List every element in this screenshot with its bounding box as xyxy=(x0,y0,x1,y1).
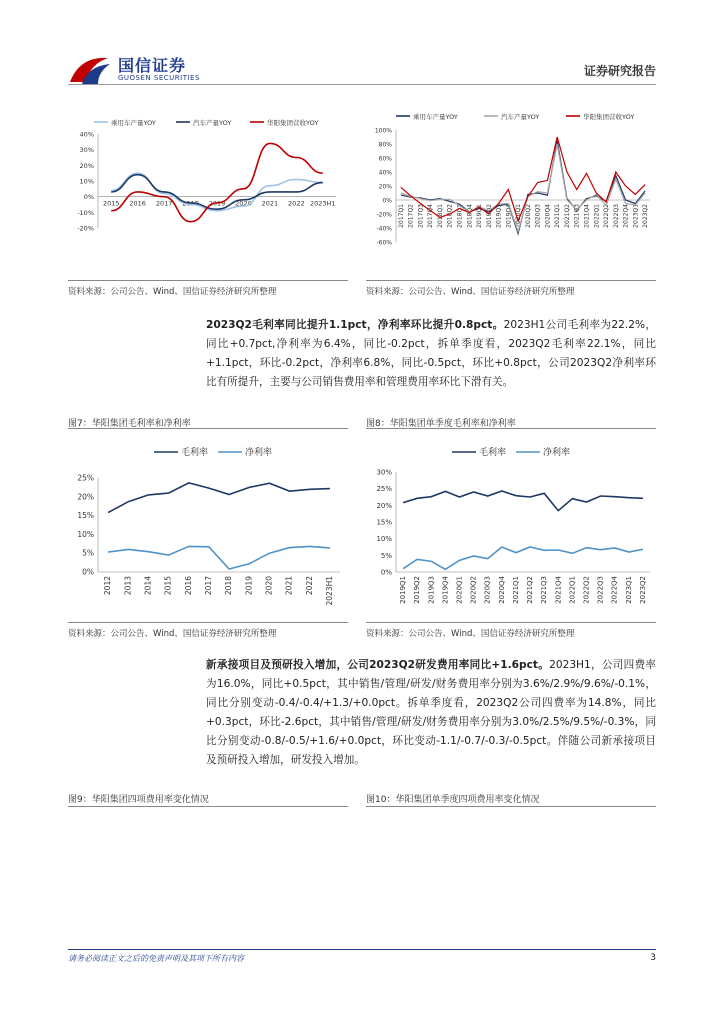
x-tick-label: 2020Q4 xyxy=(497,576,506,604)
paragraph-expenses xyxy=(206,656,656,770)
x-tick-label: 2018 xyxy=(182,199,199,208)
y-tick-label: 15% xyxy=(77,511,94,521)
y-tick-label: -20% xyxy=(376,211,392,219)
x-tick-label: 2022Q4 xyxy=(622,204,630,228)
x-tick-label: 2022Q2 xyxy=(582,576,591,604)
x-tick-label: 2015 xyxy=(163,576,173,596)
source-divider-1 xyxy=(68,280,348,281)
x-tick-label: 2019Q4 xyxy=(505,204,513,228)
x-tick-label: 2021Q2 xyxy=(526,576,535,604)
x-tick-label: 2021 xyxy=(284,576,294,596)
y-tick-label: 10% xyxy=(77,529,94,539)
fig9-title-divider xyxy=(68,806,348,807)
footer-disclaimer: 请务必阅读正文之后的免责声明及其项下所有内容 xyxy=(68,954,244,963)
x-tick-label: 2018 xyxy=(224,576,234,596)
x-tick-label: 2018Q2 xyxy=(446,204,454,228)
x-tick-label: 2022 xyxy=(304,576,314,596)
footer-divider xyxy=(68,949,656,950)
y-tick-label: 5% xyxy=(82,548,94,558)
x-tick-label: 2020 xyxy=(264,576,274,596)
x-tick-label: 2022 xyxy=(288,199,305,208)
x-tick-label: 2017Q3 xyxy=(417,204,425,228)
x-tick-label: 2018Q4 xyxy=(466,204,474,228)
y-tick-label: -10% xyxy=(77,208,94,217)
paragraph-margin-lead: 2023Q2毛利率同比提升1.1pct，净利率环比提升0.8pct。 xyxy=(206,319,504,331)
x-tick-label: 2017 xyxy=(203,576,213,596)
chart2-source: 资料来源：公司公告、Wind、国信证券经济研究所整理 xyxy=(366,287,575,297)
legend-label: 毛利率 xyxy=(479,448,507,458)
x-tick-label: 2017Q4 xyxy=(427,204,435,228)
x-tick-label: 2023Q1 xyxy=(632,204,640,228)
x-tick-label: 2021Q4 xyxy=(583,204,591,228)
x-tick-label: 2014 xyxy=(143,576,153,596)
x-tick-label: 2012 xyxy=(103,576,113,596)
fig9-title: 图9：华阳集团四项费用率变化情况 xyxy=(68,795,209,805)
x-tick-label: 2020Q3 xyxy=(534,204,542,228)
x-tick-label: 2021Q1 xyxy=(554,204,562,228)
x-tick-label: 2016 xyxy=(183,576,193,596)
series-line-1 xyxy=(403,491,643,511)
x-tick-label: 2015 xyxy=(102,199,120,208)
source-divider-2 xyxy=(366,280,656,281)
x-tick-label: 2021Q4 xyxy=(554,576,563,604)
x-tick-label: 2022Q1 xyxy=(568,576,577,604)
x-tick-label: 2023Q2 xyxy=(642,204,650,228)
legend-label: 汽车产量YOY xyxy=(501,113,540,121)
fig10-title: 图10：华阳集团单季度四项费用率变化情况 xyxy=(366,795,540,805)
x-tick-label: 2022Q3 xyxy=(612,203,620,228)
x-tick-label: 2019Q1 xyxy=(476,204,484,228)
legend-label: 毛利率 xyxy=(181,448,209,458)
chart-quarterly-production-revenue-yoy xyxy=(366,108,656,278)
chart-annual-gross-net-margin xyxy=(68,440,348,620)
y-tick-label: 10% xyxy=(376,535,392,544)
page-number: 3 xyxy=(650,953,656,963)
x-tick-label: 2022Q2 xyxy=(603,203,611,228)
x-tick-label: 2017 xyxy=(155,199,173,208)
x-tick-label: 2018Q3 xyxy=(456,204,464,228)
x-tick-label: 2019 xyxy=(244,576,254,596)
source-divider-4 xyxy=(366,622,656,623)
x-tick-label: 2019Q2 xyxy=(485,204,493,228)
x-tick-label: 2020Q1 xyxy=(515,204,523,228)
y-tick-label: 20% xyxy=(79,161,94,170)
y-tick-label: 10% xyxy=(79,177,94,186)
x-tick-label: 2021Q1 xyxy=(511,576,520,604)
x-tick-label: 2023Q2 xyxy=(638,576,647,604)
y-tick-label: 80% xyxy=(378,141,392,149)
paragraph-expenses-body: 2023H1，公司四费率为16.0%，同比+0.5pct，其中销售/管理/研发/财务费用率分别为3.6%/2.9%/9.6%/-0.1%，同比分别变动-0.4/-0.4/+1.3/+0.0pct。拆单季度看，2023Q2公司四费率为14.8%，同比+0.3pct，环比-2.6pct，其中销售/管理/研发/财务费用率分别为3.0%/2.5%/9.5%/-0.3%，同比分别变动-0.8/-0.5/+1.6/+0.0pct，环比变动-1.1/-0.7/-0.3/-0.5pct。伴随公司新承接项目及预研投入增加，研发投入增加。 xyxy=(206,659,657,766)
y-tick-label: 15% xyxy=(376,518,392,527)
x-tick-label: 2021Q2 xyxy=(563,204,571,228)
x-tick-label: 2022Q3 xyxy=(596,576,605,604)
y-tick-label: 100% xyxy=(374,127,392,135)
series-line-1 xyxy=(108,483,330,513)
paragraph-expenses-lead: 新承接项目及预研投入增加，公司2023Q2研发费用率同比+1.6pct。 xyxy=(206,659,550,671)
legend-label: 华阳集团营收YOY xyxy=(267,119,319,127)
x-tick-label: 2019Q1 xyxy=(399,576,408,604)
x-tick-label: 2013 xyxy=(123,576,133,596)
x-tick-label: 2021Q3 xyxy=(573,204,581,228)
x-tick-label: 2022Q4 xyxy=(610,576,619,604)
legend-label: 乘用车产量YOY xyxy=(413,113,458,121)
x-tick-label: 2019Q3 xyxy=(495,204,503,228)
paragraph-margin xyxy=(206,316,656,392)
y-tick-label: 20% xyxy=(378,183,392,191)
fig7-title: 图7：华阳集团毛利率和净利率 xyxy=(68,419,191,429)
logo-chinese-name: 国信证券 xyxy=(118,56,187,75)
y-tick-label: 0% xyxy=(380,568,392,577)
x-tick-label: 2019Q3 xyxy=(427,576,436,604)
fig8-title: 图8：华阳集团单季度毛利率和净利率 xyxy=(366,419,516,429)
y-tick-label: 25% xyxy=(376,485,392,494)
chart3-source: 资料来源：公司公告、Wind、国信证券经济研究所整理 xyxy=(68,629,277,639)
chart-quarterly-gross-net-margin xyxy=(366,440,656,620)
x-tick-label: 2021 xyxy=(261,199,279,208)
x-tick-label: 2017Q1 xyxy=(397,204,405,228)
fig10-title-divider xyxy=(366,806,656,807)
chart1-source: 资料来源：公司公告、Wind、国信证券经济研究所整理 xyxy=(68,287,277,297)
y-tick-label: 25% xyxy=(77,473,94,483)
y-tick-label: -40% xyxy=(376,225,392,233)
y-tick-label: 20% xyxy=(77,492,94,502)
y-tick-label: -60% xyxy=(376,239,392,247)
y-tick-label: 20% xyxy=(376,501,392,510)
header-divider xyxy=(68,84,656,85)
x-tick-label: 2020Q3 xyxy=(483,576,492,604)
y-tick-label: 0% xyxy=(382,197,392,205)
legend-label: 乘用车产量YOY xyxy=(111,119,156,127)
x-tick-label: 2017Q2 xyxy=(407,204,415,228)
x-tick-label: 2020Q2 xyxy=(524,204,532,228)
report-type-label: 证券研究报告 xyxy=(583,64,656,78)
x-tick-label: 2019Q2 xyxy=(413,576,422,604)
x-tick-label: 2022Q1 xyxy=(593,204,601,228)
x-tick-label: 2023H1 xyxy=(324,576,334,606)
legend-label: 净利率 xyxy=(543,448,571,458)
chart-auto-production-revenue-yoy xyxy=(68,108,348,278)
y-tick-label: 0% xyxy=(82,567,94,577)
x-tick-label: 2019 xyxy=(208,199,226,208)
y-tick-label: 30% xyxy=(376,468,392,477)
x-tick-label: 2020Q4 xyxy=(544,204,552,228)
chart4-source: 资料来源：公司公告、Wind、国信证券经济研究所整理 xyxy=(366,629,575,639)
x-tick-label: 2020Q1 xyxy=(455,576,464,604)
y-tick-label: 60% xyxy=(378,155,392,163)
x-tick-label: 2019Q4 xyxy=(441,576,450,604)
guosen-logo-icon xyxy=(68,52,112,86)
x-tick-label: 2023Q1 xyxy=(624,576,633,604)
legend-label: 汽车产量YOY xyxy=(193,119,232,127)
series-line-2 xyxy=(108,546,330,569)
y-tick-label: -20% xyxy=(77,224,94,233)
x-tick-label: 2023H1 xyxy=(309,199,336,208)
legend-label: 净利率 xyxy=(245,448,273,458)
y-tick-label: 40% xyxy=(79,130,94,139)
x-tick-label: 2018Q1 xyxy=(436,204,444,228)
x-tick-label: 2020Q2 xyxy=(469,576,478,604)
y-tick-label: 30% xyxy=(79,146,94,155)
logo-english-name: GUOSEN SECURITIES xyxy=(118,74,200,82)
y-tick-label: 0% xyxy=(83,193,94,202)
y-tick-label: 5% xyxy=(380,551,392,560)
series-line-2 xyxy=(403,547,643,569)
x-tick-label: 2020 xyxy=(235,199,252,208)
source-divider-3 xyxy=(68,622,348,623)
legend-label: 华阳集团营收YOY xyxy=(583,113,635,121)
y-tick-label: 40% xyxy=(378,169,392,177)
paragraph-margin-body: 2023H1公司毛利率为22.2%，同比+0.7pct,净利率为6.4%，同比-0.2pct，拆单季度看，2023Q2毛利率22.1%，同比+1.1pct，环比-0.2pct，净利率6.8%，同比-0.5pct，环比+0.8pct，公司2023Q2净利率环比有所提升，主要与公司销售费用率和管理费用率环比下滑有关。 xyxy=(206,319,656,388)
x-tick-label: 2021Q3 xyxy=(540,576,549,604)
x-tick-label: 2016 xyxy=(129,199,146,208)
